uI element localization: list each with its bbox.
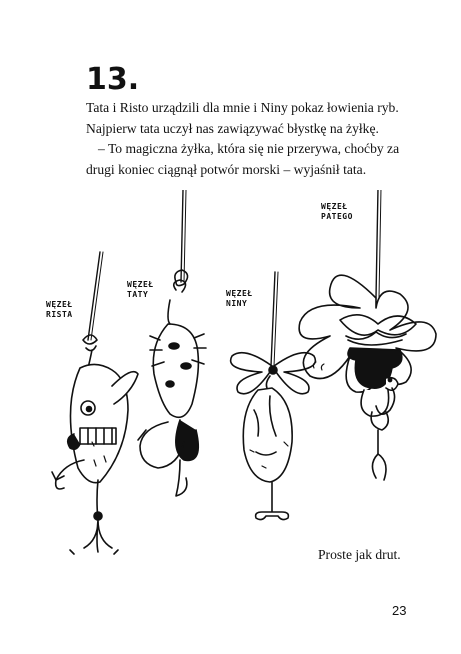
paragraph-line: – To magiczna żyłka, która się nie przerywa, choćby za [98,141,400,156]
page-number: 23 [392,603,407,618]
lure-niny [231,272,316,520]
fishing-lures-illustration [40,190,440,570]
label-risto: WĘZEŁ RISTA [46,300,73,319]
paragraph-line: Najpierw tata uczył nas zawiązywać błystkę na żyłkę. [86,120,379,136]
body-text [86,98,416,180]
caption: Proste jak drut. [318,547,401,562]
lure-taty [138,190,206,496]
paragraph-line: Tata i Risto urządzili dla mnie i Niny pokaz łowienia ryb. [86,100,399,115]
lure-risto [52,252,138,554]
label-taty: WĘZEŁ TATY [127,280,154,299]
lure-patego [299,190,436,480]
label-niny: WĘZEŁ NINY [226,289,253,308]
paragraph-line: drugi koniec ciągnął potwór morski – wyjaśnił tata. [86,161,367,177]
label-patego: WĘZEŁ PATEGO [321,202,353,221]
chapter-number: 13. [86,62,140,97]
